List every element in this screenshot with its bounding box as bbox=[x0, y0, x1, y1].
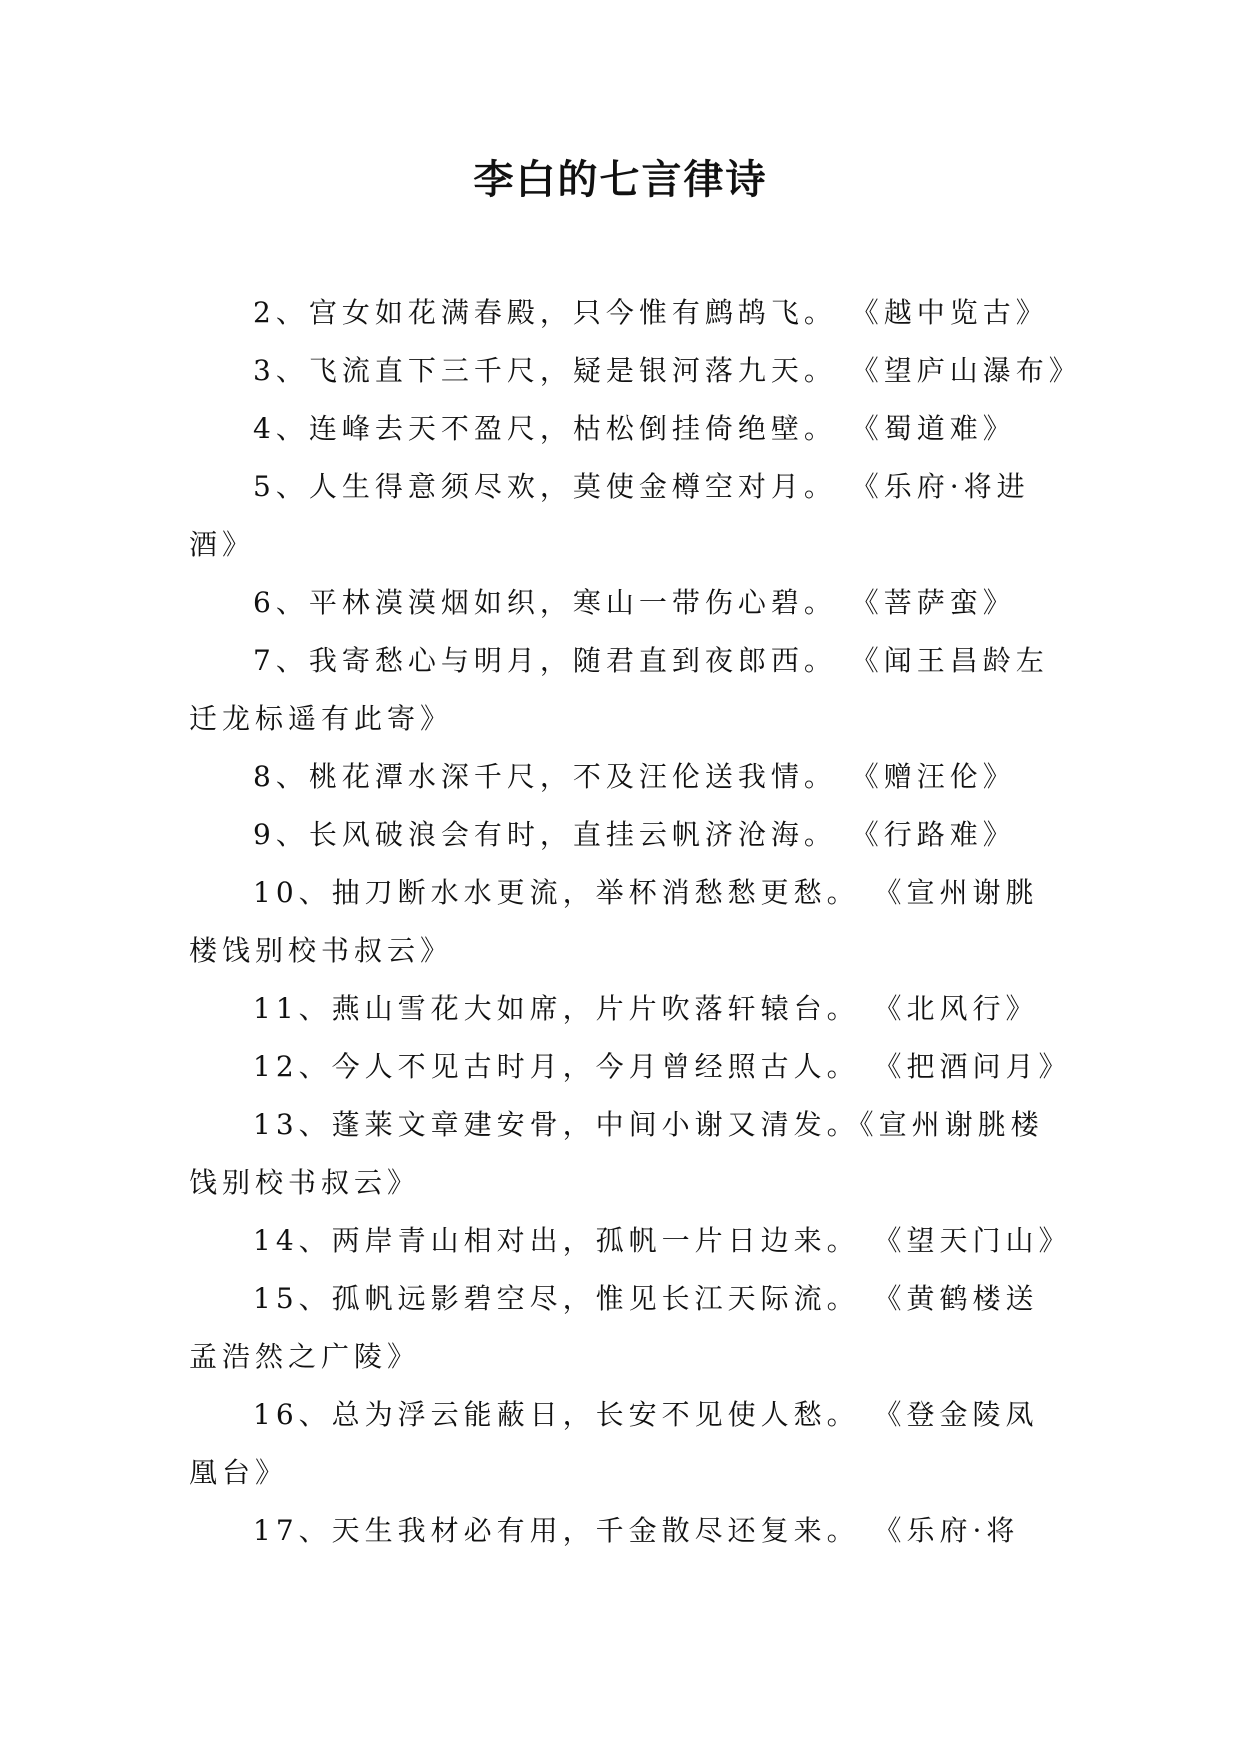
verse-line: 4、连峰去天不盈尺，枯松倒挂倚绝壁。 《蜀道难》 bbox=[253, 412, 1016, 445]
verse-line: 11、燕山雪花大如席，片片吹落轩辕台。 《北风行》 bbox=[253, 992, 1039, 1025]
verse-line: 14、两岸青山相对出，孤帆一片日边来。 《望天门山》 bbox=[253, 1224, 1072, 1257]
verse-line: 15、孤帆远影碧空尽，惟见长江天际流。 《黄鹤楼送孟浩然之广陵》 bbox=[189, 1282, 1039, 1373]
verse-line: 5、人生得意须尽欢，莫使金樽空对月。 《乐府·将进酒》 bbox=[189, 470, 1030, 561]
verse-line: 3、飞流直下三千尺，疑是银河落九天。 《望庐山瀑布》 bbox=[253, 354, 1082, 387]
verse-list bbox=[189, 284, 1082, 1560]
verse-line: 6、平林漠漠烟如织，寒山一带伤心碧。 《菩萨蛮》 bbox=[253, 586, 1016, 619]
verse-line: 13、蓬莱文章建安骨，中间小谢又清发。《宣州谢朓楼饯别校书叔云》 bbox=[189, 1108, 1044, 1199]
verse-line: 8、桃花潭水深千尺，不及汪伦送我情。 《赠汪伦》 bbox=[253, 760, 1016, 793]
verse-line: 9、长风破浪会有时，直挂云帆济沧海。 《行路难》 bbox=[253, 818, 1016, 851]
verse-line: 17、天生我材必有用，千金散尽还复来。 《乐府·将 bbox=[253, 1514, 1020, 1547]
verse-line: 7、我寄愁心与明月，随君直到夜郎西。 《闻王昌龄左迁龙标遥有此寄》 bbox=[189, 644, 1049, 735]
verse-line: 16、总为浮云能蔽日，长安不见使人愁。 《登金陵凤凰台》 bbox=[189, 1398, 1039, 1489]
verse-line: 12、今人不见古时月，今月曾经照古人。 《把酒问月》 bbox=[253, 1050, 1072, 1083]
verse-line: 2、宫女如花满春殿，只今惟有鹧鸪飞。 《越中览古》 bbox=[253, 296, 1049, 329]
page-title: 李白的七言律诗 bbox=[473, 157, 768, 203]
verse-line: 10、抽刀断水水更流，举杯消愁愁更愁。 《宣州谢朓楼饯别校书叔云》 bbox=[189, 876, 1039, 967]
